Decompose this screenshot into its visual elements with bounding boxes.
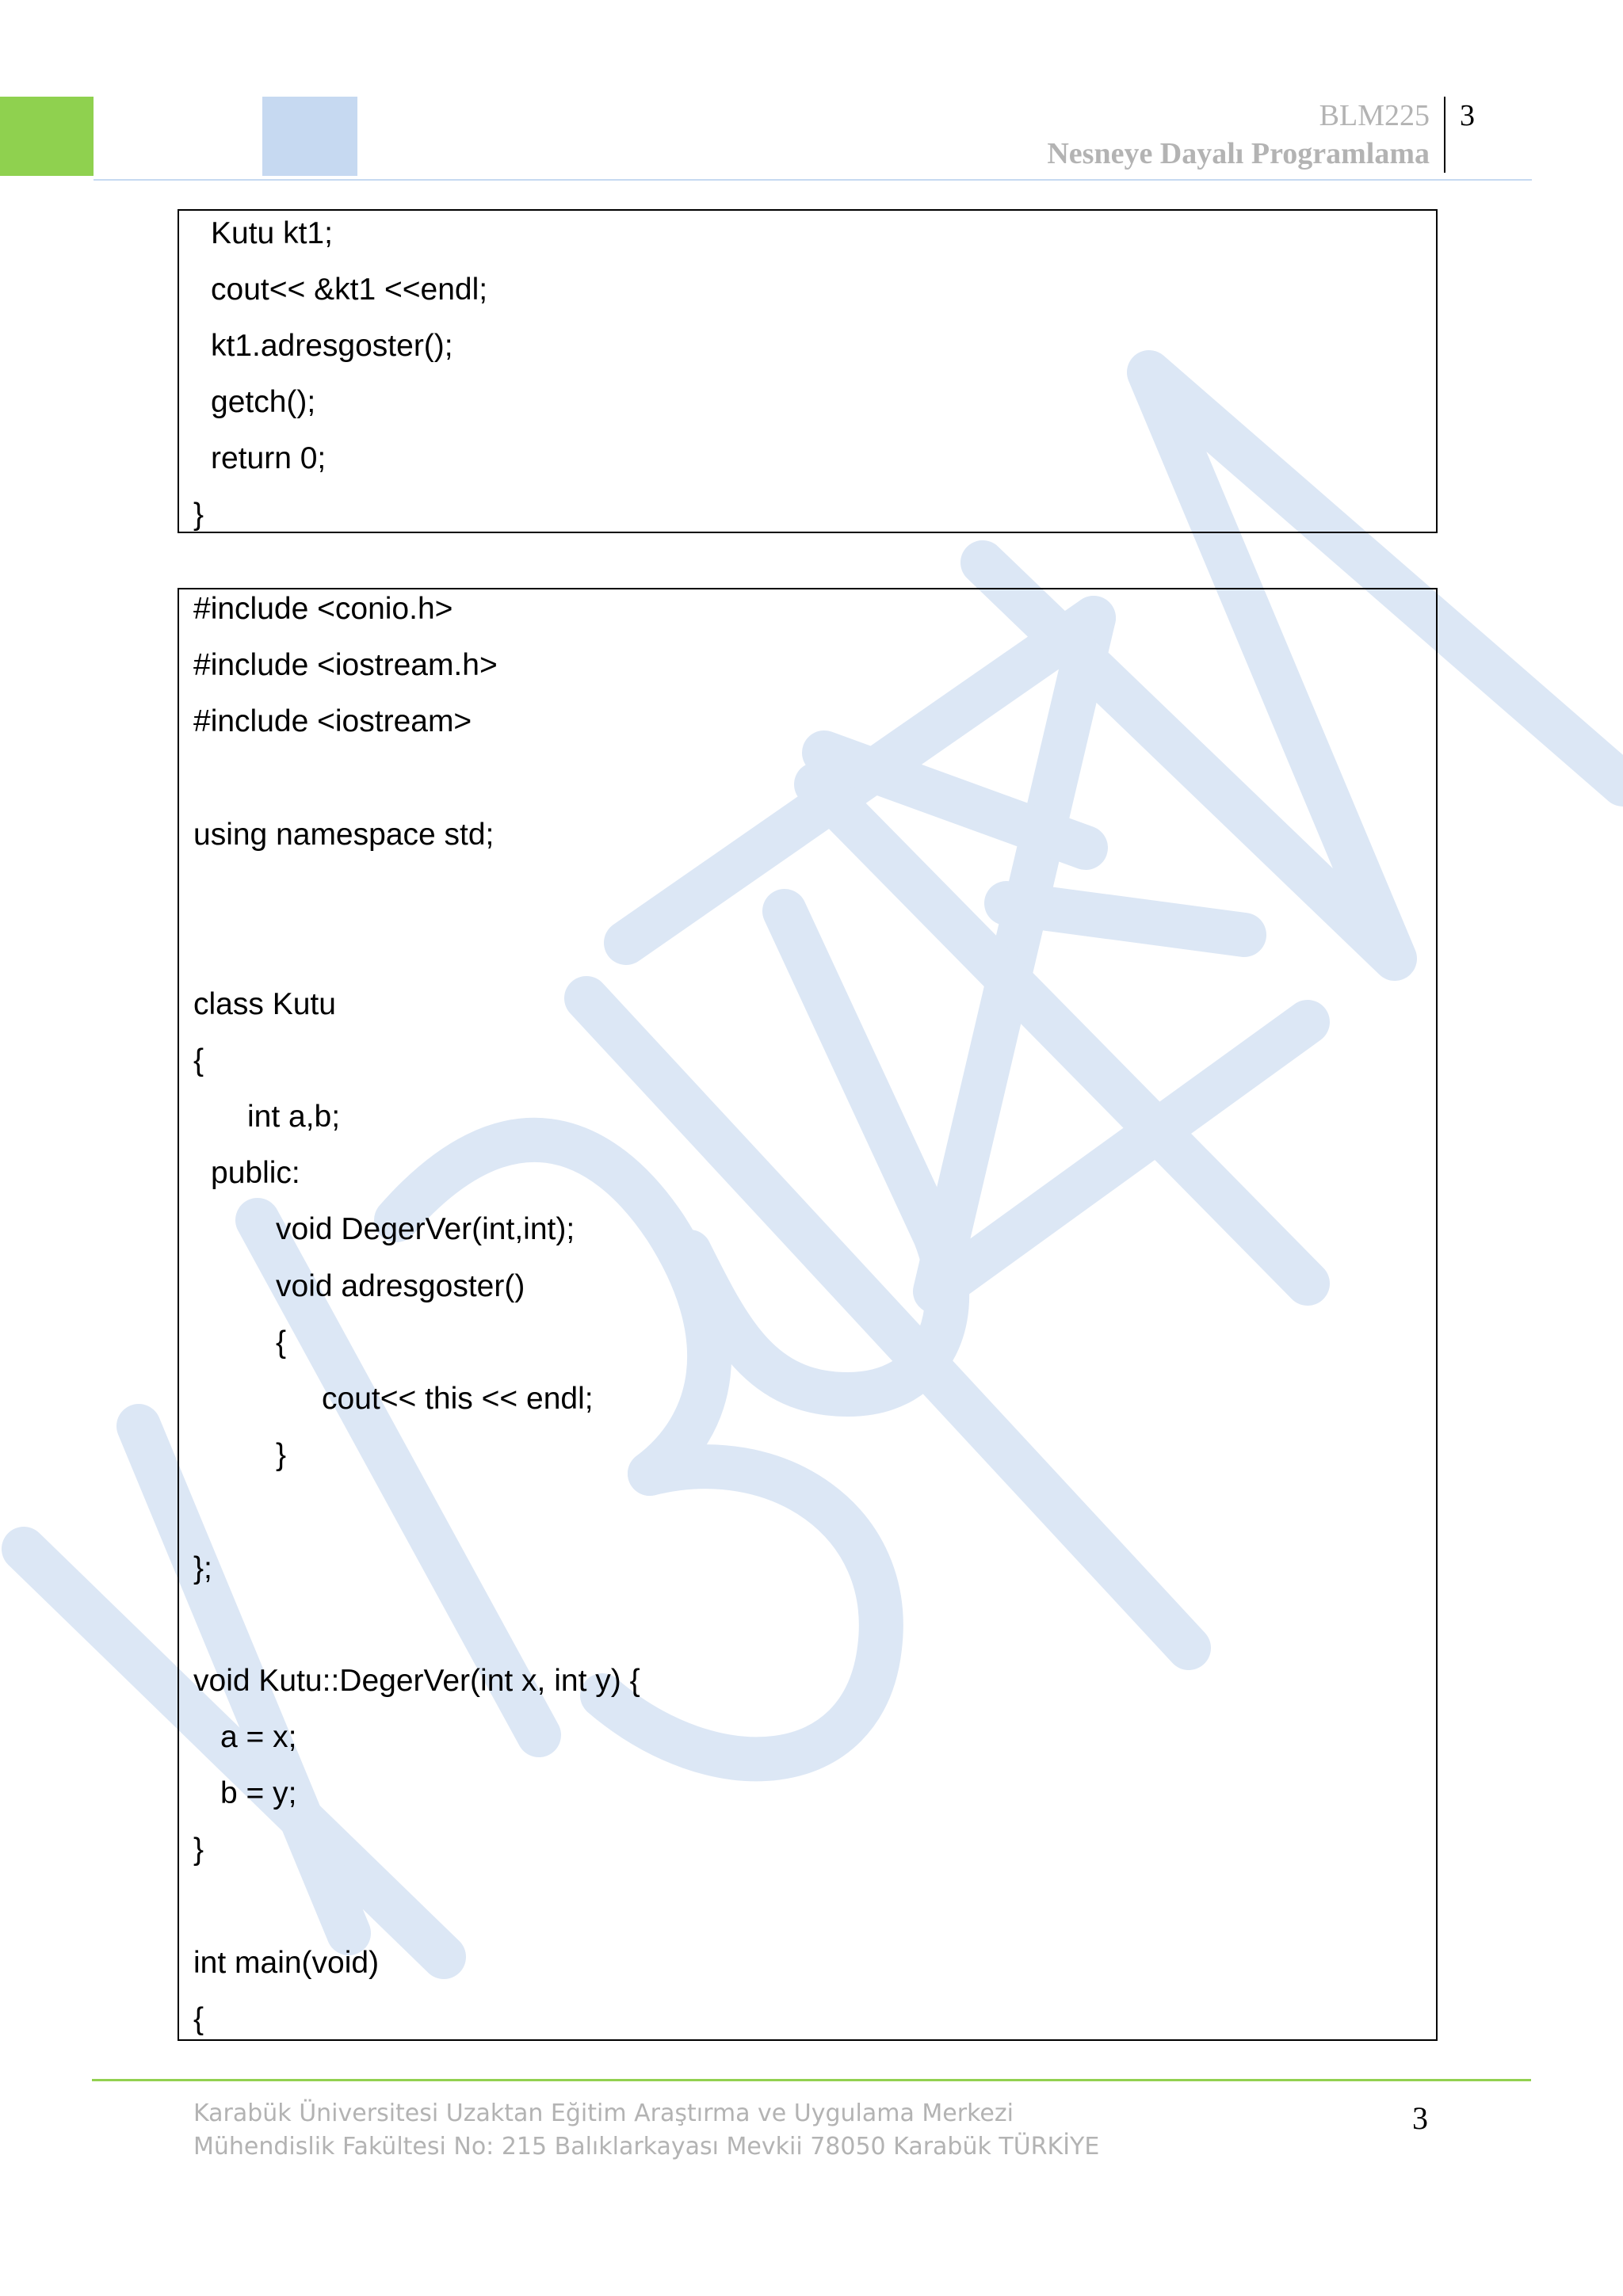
code-line: void adresgoster() (276, 1269, 525, 1303)
code-line: class Kutu (193, 987, 336, 1021)
code-line: } (193, 498, 204, 532)
footer-institution: Karabük Üniversitesi Uzaktan Eğitim Araştırma ve Uygulama Merkezi (193, 2100, 1014, 2127)
code-line: #include <conio.h> (193, 592, 453, 626)
code-line: int main(void) (193, 1946, 380, 1980)
code-line: using namespace std; (193, 818, 495, 852)
code-line: cout<< &kt1 <<endl; (211, 273, 488, 307)
code-line: getch(); (211, 385, 316, 419)
code-line: b = y; (220, 1776, 297, 1810)
code-line: kt1.adresgoster(); (211, 329, 453, 363)
code-line: void Kutu::DegerVer(int x, int y) { (193, 1664, 640, 1698)
code-line: { (193, 1043, 204, 1077)
code-block-2 (178, 588, 1438, 2041)
footer-page-number: 3 (1412, 2100, 1428, 2136)
footer-rule (92, 2079, 1531, 2081)
code-line: { (276, 1325, 287, 1360)
course-code: BLM225 (1319, 99, 1430, 132)
code-line: void DegerVer(int,int); (276, 1212, 575, 1246)
code-line: a = x; (220, 1720, 297, 1754)
code-line: int a,b; (247, 1100, 341, 1134)
footer-address: Mühendislik Fakültesi No: 215 Balıklarkayası Mevkii 78050 Karabük TÜRKİYE (193, 2133, 1100, 2161)
code-line: cout<< this << endl; (322, 1382, 594, 1416)
code-line: #include <iostream> (193, 704, 472, 738)
code-line: return 0; (211, 441, 327, 475)
code-line: { (193, 2002, 204, 2036)
code-line: }; (193, 1551, 212, 1585)
code-line: public: (211, 1156, 300, 1190)
course-title: Nesneye Dayalı Programlama (1047, 137, 1430, 170)
code-line: } (276, 1438, 287, 1472)
code-line: #include <iostream.h> (193, 648, 498, 682)
code-line: } (193, 1833, 204, 1867)
code-block-1 (178, 209, 1438, 533)
code-line: Kutu kt1; (211, 216, 333, 250)
header-page-number: 3 (1460, 99, 1475, 132)
